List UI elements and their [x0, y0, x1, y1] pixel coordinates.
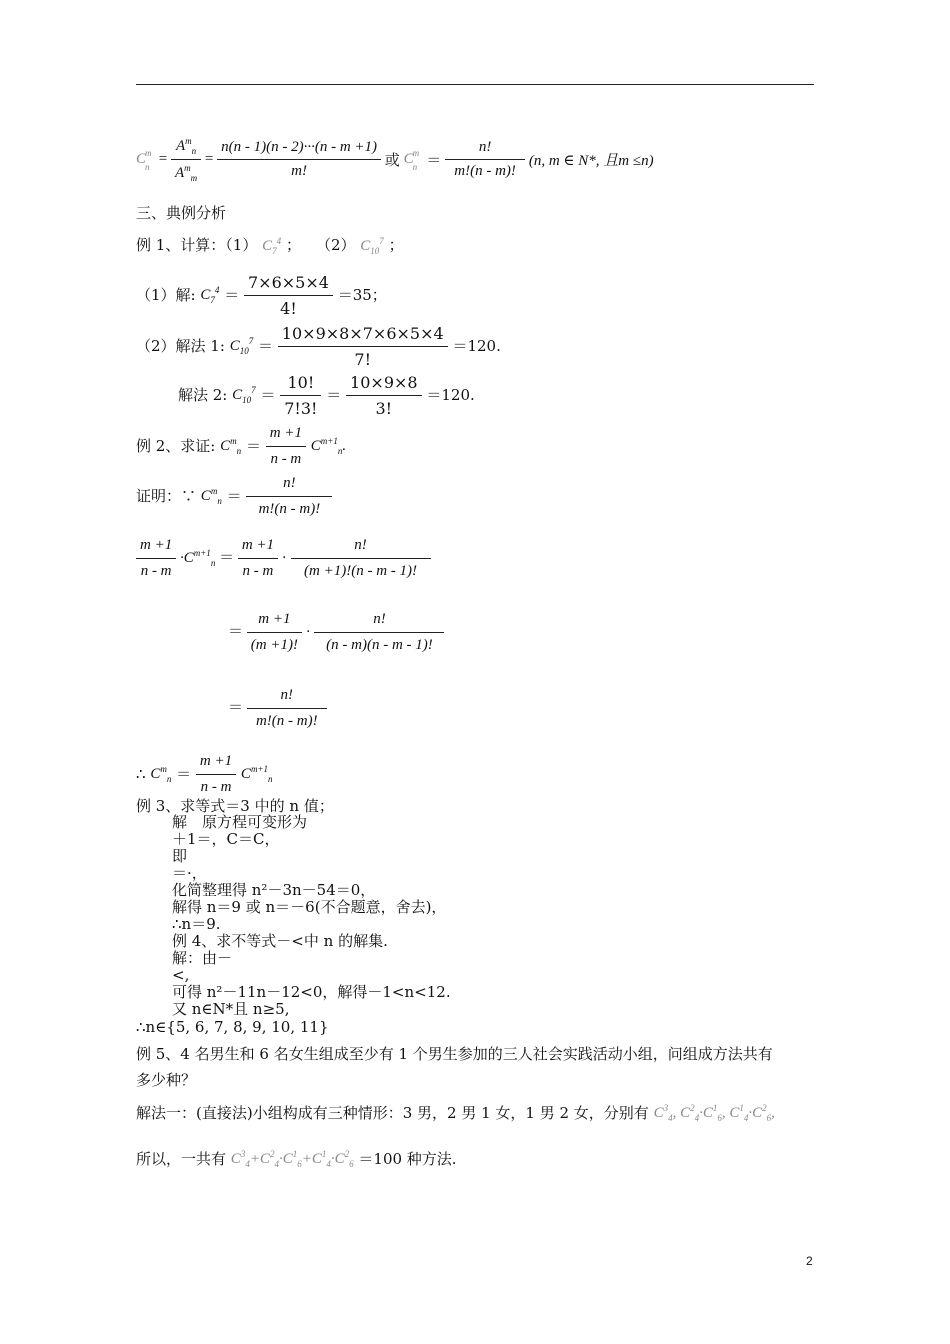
page-number: 2: [806, 1254, 813, 1268]
example-3-line-3: 即: [172, 847, 188, 865]
example-3-line-6: 解得 n＝9 或 n＝－6(不合题意，舍去)，: [172, 898, 447, 916]
example-5-question-1: 例 5、4 名男生和 6 名女生组成至少有 1 个男生参加的三人社会实践活动小组，问组成方法共有: [136, 1045, 773, 1063]
example-3-line-7: ∴n＝9.: [172, 915, 221, 933]
proof-line-2: ＝ $\frac{m +1}{(m +1)!}$ · $\frac{n!}{(n - m)(n - m - 1)!}$: [228, 610, 444, 655]
factorial-fraction: $\frac{n!}{m!(n - m)!}$: [445, 139, 525, 180]
example-4-line-1: 解：由－: [172, 949, 233, 967]
combination-formula: C m n = $\frac{A^m_n}{A^m_m}$ = $\frac{n(n - 1)(n - 2)\cdot\cdot\cdot(n - m +1)}{m!}$ 或 C m n ＝ $\frac{n!}{m!(n - m)!}$ (n, m ∈ N*, 且m ≤n): [136, 136, 654, 183]
example-2-question: 例 2、求证: $C^m_n$ ＝ $\frac{m +1}{n - m}$ $C^{m+1}_n$.: [136, 425, 347, 467]
example-5-solution-1: 解法一：(直接法)小组构成有三种情形：3 男，2 男 1 女，1 男 2 女，分别有 $C^3_4$, $C^2_4\cdot C^1_6$, $C^1_4\cdot C^2_6$,: [136, 1103, 775, 1123]
example-5-solution-2: 所以，一共有 $C^3_4+C^2_4\cdot C^1_6+C^1_4\cdot C^2_6 =100$ 种方法.: [136, 1149, 457, 1169]
proof-line-0: 证明：∵ $C^m_n$ ＝ $\frac{n!}{m!(n - m)!}$: [136, 474, 332, 519]
product-fraction: $\frac{n(n - 1)(n - 2)\cdot\cdot\cdot(n - m +1)}{m!}$: [217, 139, 381, 180]
example-3-line-0: 例 3、求等式＝3 中的 n 值；: [136, 797, 334, 815]
proof-line-3: ＝ $\frac{n!}{m!(n - m)!}$: [228, 686, 327, 731]
example-1-solution-2: （2）解法 1: $C_{10}^7$ ＝ $\frac{10\times 9\times 8\times 7\times 6\times 5\times 4}{7!}$ ＝120.: [136, 324, 501, 369]
example-1-solution-1: （1）解: $C_7^4$ ＝ $\frac{7\times 6\times 5\times 4}{4!}$ ＝35；: [136, 273, 387, 318]
example-4-answer: ∴n∈{5, 6, 7, 8, 9, 10, 11}: [136, 1018, 329, 1036]
example-3-line-5: 化简整理得 n²－3n－54＝0，: [172, 881, 376, 899]
example-3-line-2: ＋1＝，C＝C，: [172, 830, 280, 848]
example-1-solution-3: 解法 2: $C_{10}^7$ ＝ $\frac{10!}{7!3!}$ ＝ $\frac{10\times 9\times 8}{3!}$ ＝120.: [178, 373, 475, 418]
section-title: 三、典例分析: [136, 204, 227, 222]
proof-conclusion: ∴ $C^m_n$ ＝ $\frac{m +1}{n - m}$ $C^{m+1}_n$: [136, 753, 273, 795]
example-5-question-2: 多少种？: [136, 1071, 197, 1089]
example-4-line-3: 可得 n²－11n－12<0，解得－1<n<12.: [172, 983, 451, 1001]
example-4-line-0: 例 4、求不等式－<中 n 的解集.: [172, 932, 388, 950]
example-4-line-4: 又 n∈N*且 n≥5,: [172, 1000, 290, 1018]
example-3-line-4: ＝·，: [172, 864, 207, 882]
header-rule: [136, 84, 814, 85]
example-4-line-2: <,: [172, 966, 190, 984]
example-3-line-1: 解 原方程可变形为: [172, 813, 308, 831]
example-1-question: 例 1、计算：（1） $C_7^4$ ； （2） $C_{10}^7$ ；: [136, 236, 404, 256]
A-ratio: $\frac{A^m_n}{A^m_m}$: [171, 136, 201, 183]
proof-line-1: $\frac{m +1}{n - m}$ $\cdot C^{m+1}_n$ ＝ $\frac{m +1}{n - m}$ · $\frac{n!}{(m +1)!(n - m - 1)!}$: [136, 536, 431, 581]
